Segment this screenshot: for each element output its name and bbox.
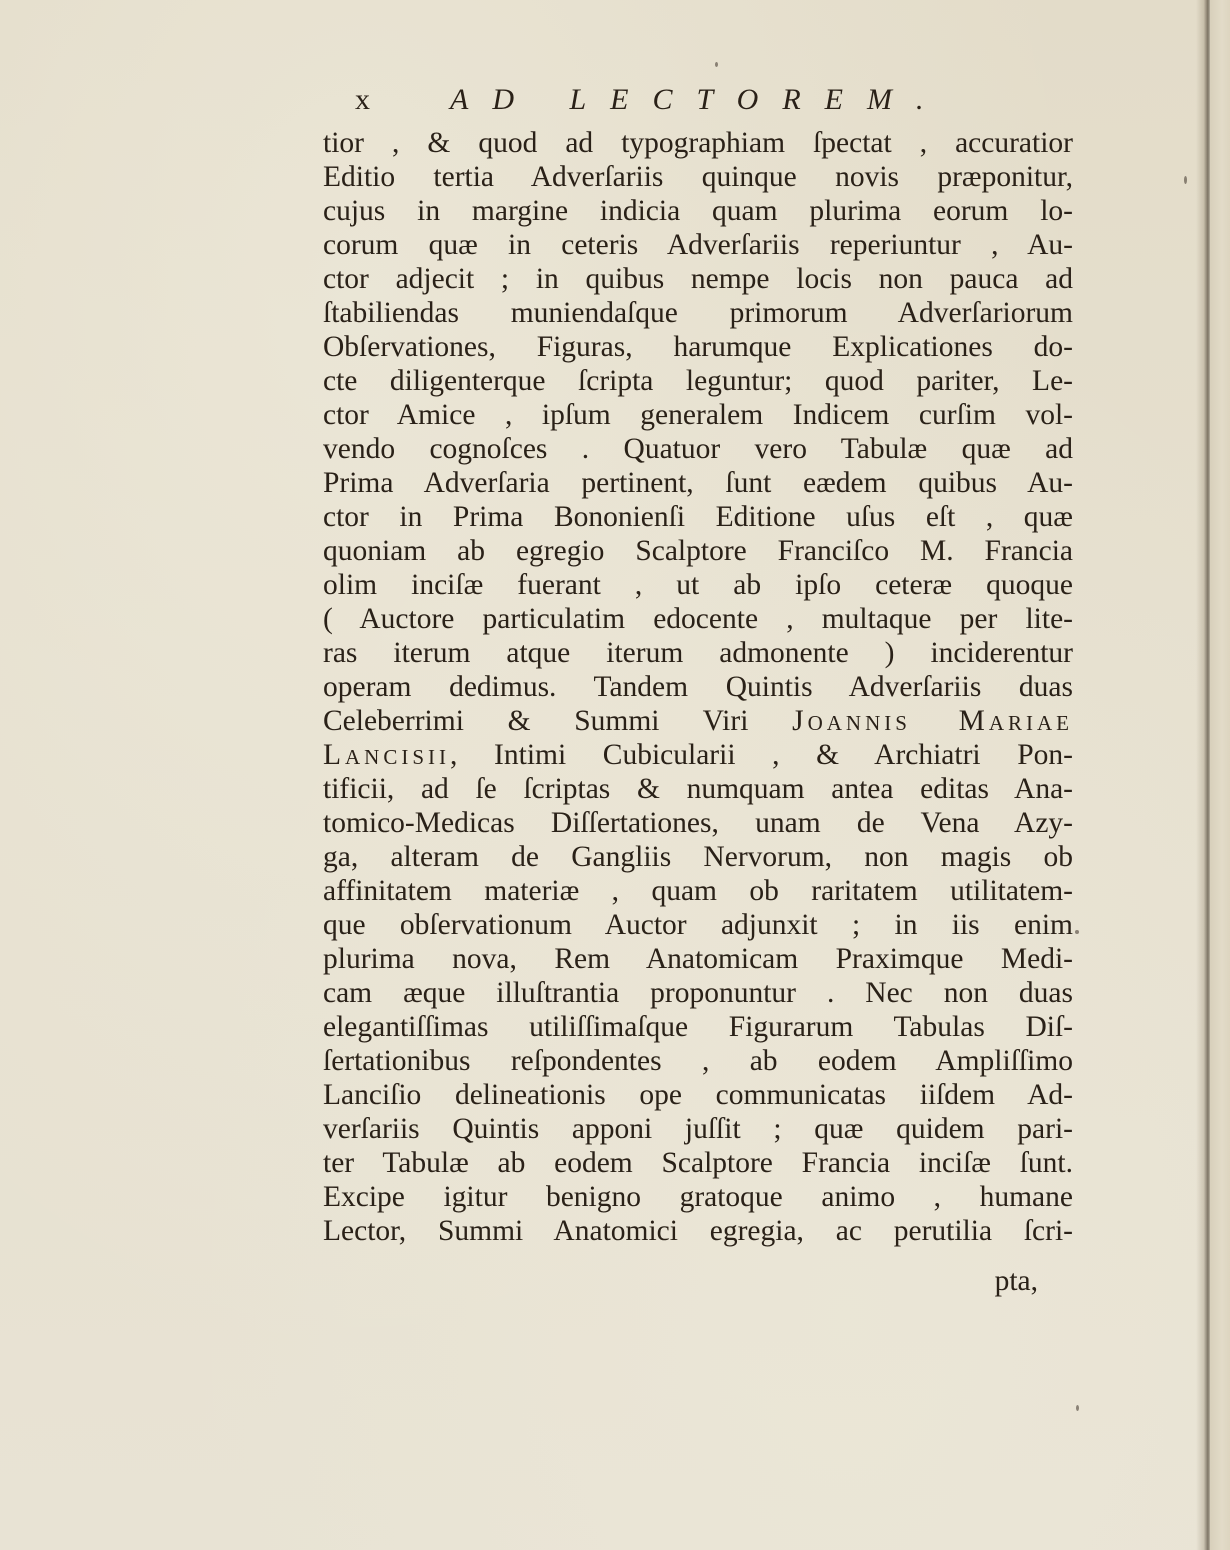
text-line: cam æque illuſtrantia proponuntur . Nec non duas (323, 977, 1073, 1009)
text-line: Excipe igitur benigno gratoque animo , humane (323, 1181, 1073, 1213)
text-line: plurima nova, Rem Anatomicam Praximque Medi- (323, 943, 1073, 975)
text-line: cujus in margine indicia quam plurima eorum lo- (323, 195, 1073, 227)
text-line: tior , & quod ad typographiam ſpectat , accuratior (323, 127, 1073, 159)
page-edge-shadow (1196, 0, 1210, 1550)
text-line: ( Auctore particulatim edocente , multaque per lite- (323, 603, 1073, 635)
paper-speck (1076, 1405, 1079, 1411)
text-line: ter Tabulæ ab eodem Scalptore Francia inciſæ ſunt. (323, 1147, 1073, 1179)
text-line: ras iterum atque iterum admonente ) inciderentur (323, 637, 1073, 669)
author-surname-smallcaps: Lancisii (323, 739, 451, 771)
text-line: elegantiſſimas utiliſſimaſque Figurarum Tabulas Diſ- (323, 1011, 1073, 1043)
text-line: ctor in Prima Bononienſi Editione uſus eſt , quæ (323, 501, 1073, 533)
page-number: x (355, 83, 370, 116)
text-line: olim inciſæ fuerant , ut ab ipſo ceteræ quoque (323, 569, 1073, 601)
paper-speck (1075, 930, 1079, 934)
text-line: affinitatem materiæ , quam ob raritatem utilitatem- (323, 875, 1073, 907)
catchword: pta, (994, 1265, 1038, 1297)
paper-speck (1184, 176, 1187, 184)
text-line: cte diligenterque ſcripta leguntur; quod pariter, Le- (323, 365, 1073, 397)
text-line: corum quæ in ceteris Adverſariis reperiuntur , Au- (323, 229, 1073, 261)
text-line: operam dedimus. Tandem Quintis Adverſariis duas (323, 671, 1073, 703)
text-line: Obſervationes, Figuras, harumque Explicationes do- (323, 331, 1073, 363)
text-line: Editio tertia Adverſariis quinque novis præponitur, (323, 161, 1073, 193)
text-line: quoniam ab egregio Scalptore Franciſco M. Francia (323, 535, 1073, 567)
text-line: que obſervationum Auctor adjunxit ; in iis enim (323, 909, 1073, 941)
adjacent-page-edge (1210, 0, 1230, 1550)
text-line: tificii, ad ſe ſcriptas & numquam antea editas Ana- (323, 773, 1073, 805)
text-line: Prima Adverſaria pertinent, ſunt eædem quibus Au- (323, 467, 1073, 499)
text-segment: , Intimi Cubicularii , & Archiatri Pon- (450, 739, 1073, 771)
text-line-smallcaps (323, 738, 1073, 772)
text-line: ſertationibus reſpondentes , ab eodem Ampliſſimo (323, 1045, 1073, 1077)
text-line: ga, alteram de Gangliis Nervorum, non magis ob (323, 841, 1073, 873)
text-line: Lector, Summi Anatomici egregia, ac perutilia ſcri- (323, 1215, 1073, 1247)
running-head (355, 80, 1075, 120)
running-title: AD LECTOREM. (450, 83, 948, 116)
body-text (323, 126, 1073, 1248)
text-line: Lanciſio delineationis ope communicatas iiſdem Ad- (323, 1079, 1073, 1111)
text-line: tomico-Medicas Diſſertationes, unam de Vena Azy- (323, 807, 1073, 839)
author-name-smallcaps: Joannis Mariae (792, 705, 1073, 737)
text-segment: Celeberrimi & Summi Viri (323, 705, 793, 737)
text-line: verſariis Quintis apponi juſſit ; quæ quidem pari- (323, 1113, 1073, 1145)
text-line: ctor Amice , ipſum generalem Indicem curſim vol- (323, 399, 1073, 431)
text-line: vendo cognoſces . Quatuor vero Tabulæ quæ ad (323, 433, 1073, 465)
text-line: ctor adjecit ; in quibus nempe locis non pauca ad (323, 263, 1073, 295)
text-line: ſtabiliendas muniendaſque primorum Adverſariorum (323, 297, 1073, 329)
text-line-smallcaps (323, 704, 1073, 738)
paper-speck (715, 62, 718, 67)
